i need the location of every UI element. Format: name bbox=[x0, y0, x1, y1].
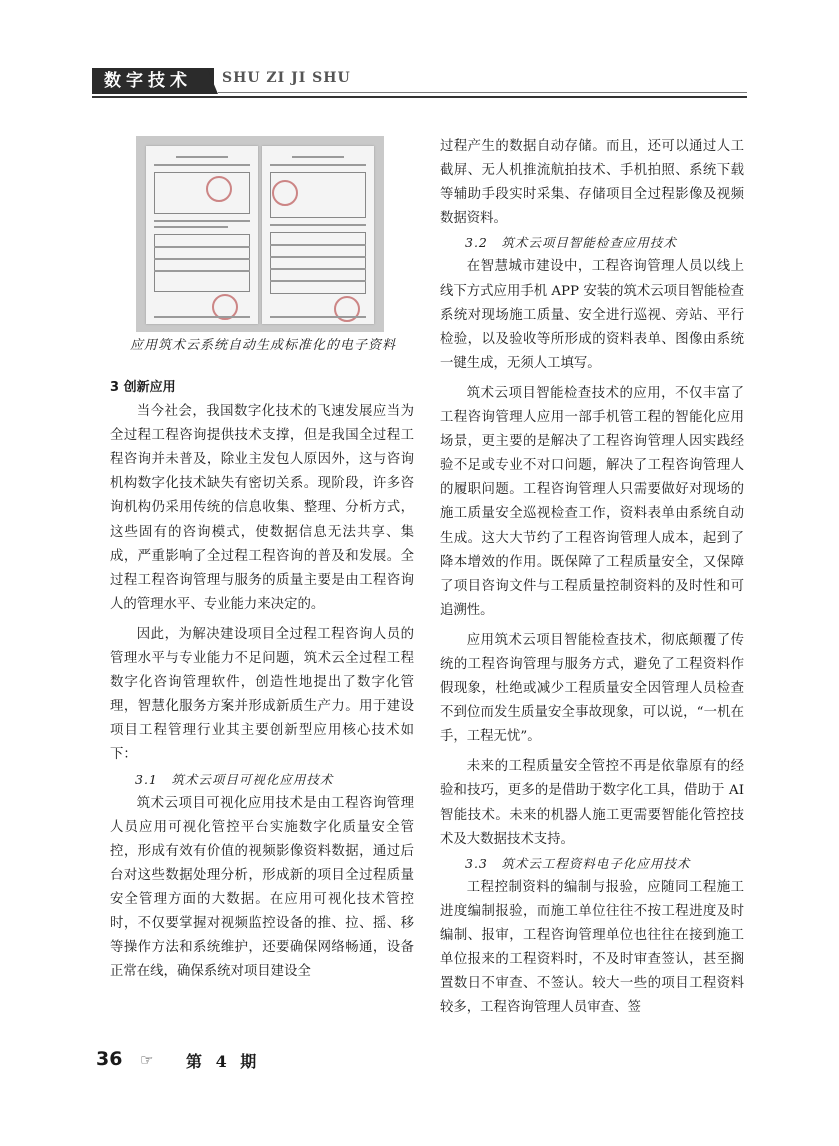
paragraph: 当今社会，我国数字化技术的飞速发展应当为全过程工程咨询提供技术支撑，但是我国全过程工程咨询并未普及，除业主发包人原因外，这与咨询机构数字化技术缺失有密切关系。现阶段，许多咨询机构仍采用传统的信息收集、整理、分析方式，这些固有的咨询模式，使数据信息无法共享、集成，严重影响了全过程工程咨询的普及和发展。全过程工程咨询管理与服务的质量主要是由工程咨询人的管理水平、专业能力来决定的。 bbox=[110, 404, 414, 612]
section-heading: 3 创新应用 bbox=[110, 380, 176, 395]
document-sheet-left bbox=[146, 146, 258, 324]
subsection-heading: 3.1 筑术云项目可视化应用技术 bbox=[135, 771, 334, 787]
paragraph: 应用筑术云项目智能检查技术，彻底颠覆了传统的工程咨询管理与服务方式，避免了工程资料作假现象，杜绝或减少工程质量安全因管理人员检查不到位而发生质量安全事故现象，可以说，“一机在手，工程无忧”。 bbox=[440, 632, 744, 745]
section-tab: 数字技术 bbox=[92, 68, 214, 94]
paragraph: 在智慧城市建设中，工程咨询管理人员以线上线下方式应用手机 APP 安装的筑术云项目智能检查系统对现场施工质量、安全进行巡视、旁站、平行检验，以及验收等所形成的资料表单、图像由系统一键生成，无须人工填写。 bbox=[440, 259, 745, 371]
section-roman: SHU ZI JI SHU bbox=[222, 70, 351, 86]
subsection-heading: 3.3 筑术云工程资料电子化应用技术 bbox=[465, 855, 691, 871]
figure-caption: 应用筑术云系统自动生成标准化的电子资料 bbox=[129, 338, 396, 353]
left-column bbox=[110, 376, 414, 984]
subsection-heading: 3.2 筑术云项目智能检查应用技术 bbox=[465, 235, 677, 251]
pointing-hand-icon: ☞ bbox=[140, 1051, 154, 1069]
paragraph: 筑术云项目智能检查技术的应用，不仅丰富了工程咨询管理人应用一部手机管工程的智能化应用场景，更主要的是解决了工程咨询管理人因实践经验不足或专业不对口问题，解决了工程咨询管理人的履职问题。工程咨询管理人只需要做好对现场的施工质量安全巡视检查工作，资料表单由系统自动生成。这大大节约了工程咨询管理人成本，起到了降本增效的作用。既保障了工程质量安全，又保障了项目咨询文件与工程质量控制资料的及时性和可追溯性。 bbox=[440, 385, 744, 618]
paragraph: 因此，为解决建设项目全过程工程咨询人员的管理水平与专业能力不足问题，筑术云全过程工程数字化咨询管理软件，创造性地提出了数字化管理，智慧化服务方案并形成新质生产力。用于建设项目工程管理行业其主要创新型应用核心技术如下： bbox=[110, 626, 414, 763]
issue-label: 第 4 期 bbox=[186, 1052, 261, 1071]
paragraph: 过程产生的数据自动存储。而且，还可以通过人工截屏、无人机推流航拍技术、手机拍照、系统下载等辅助手段实时采集、存储项目全过程影像及视频数据资料。 bbox=[440, 139, 744, 227]
document-sheet-right bbox=[262, 146, 374, 324]
header-thin-rule bbox=[218, 92, 747, 93]
paragraph: 工程控制资料的编制与报验，应随同工程施工进度编制报验，而施工单位往往不按工程进度及时编制、报审，工程咨询管理单位也往往在接到施工单位报来的工程资料时，不及时审查签认，甚至搁置数日不审查、不签认。较大一些的项目工程资料较多，工程咨询管理人员审查、签 bbox=[440, 879, 744, 1016]
paragraph: 筑术云项目可视化应用技术是由工程咨询管理人员应用可视化管控平台实施数字化质量安全管控，形成有效有价值的视频影像资料数据，通过后台对这些数据处理分析，形成新的项目全过程质量安全管理方面的大数据。在应用可视化技术管控时，不仅要掌握对视频监控设备的推、拉、摇、移等操作方法和系统维护，还要确保网络畅通，设备正常在线，确保系统对项目建设全 bbox=[110, 795, 414, 980]
header-rule bbox=[92, 96, 747, 98]
document-photo bbox=[136, 136, 384, 332]
paragraph: 未来的工程质量安全管控不再是依靠原有的经验和技巧，更多的是借助于数字化工具，借助于 AI 智能技术。未来的机器人施工更需要智能化管控技术及大数据技术支持。 bbox=[440, 759, 744, 847]
page-number: 36 bbox=[96, 1048, 123, 1070]
right-column bbox=[440, 135, 744, 1020]
